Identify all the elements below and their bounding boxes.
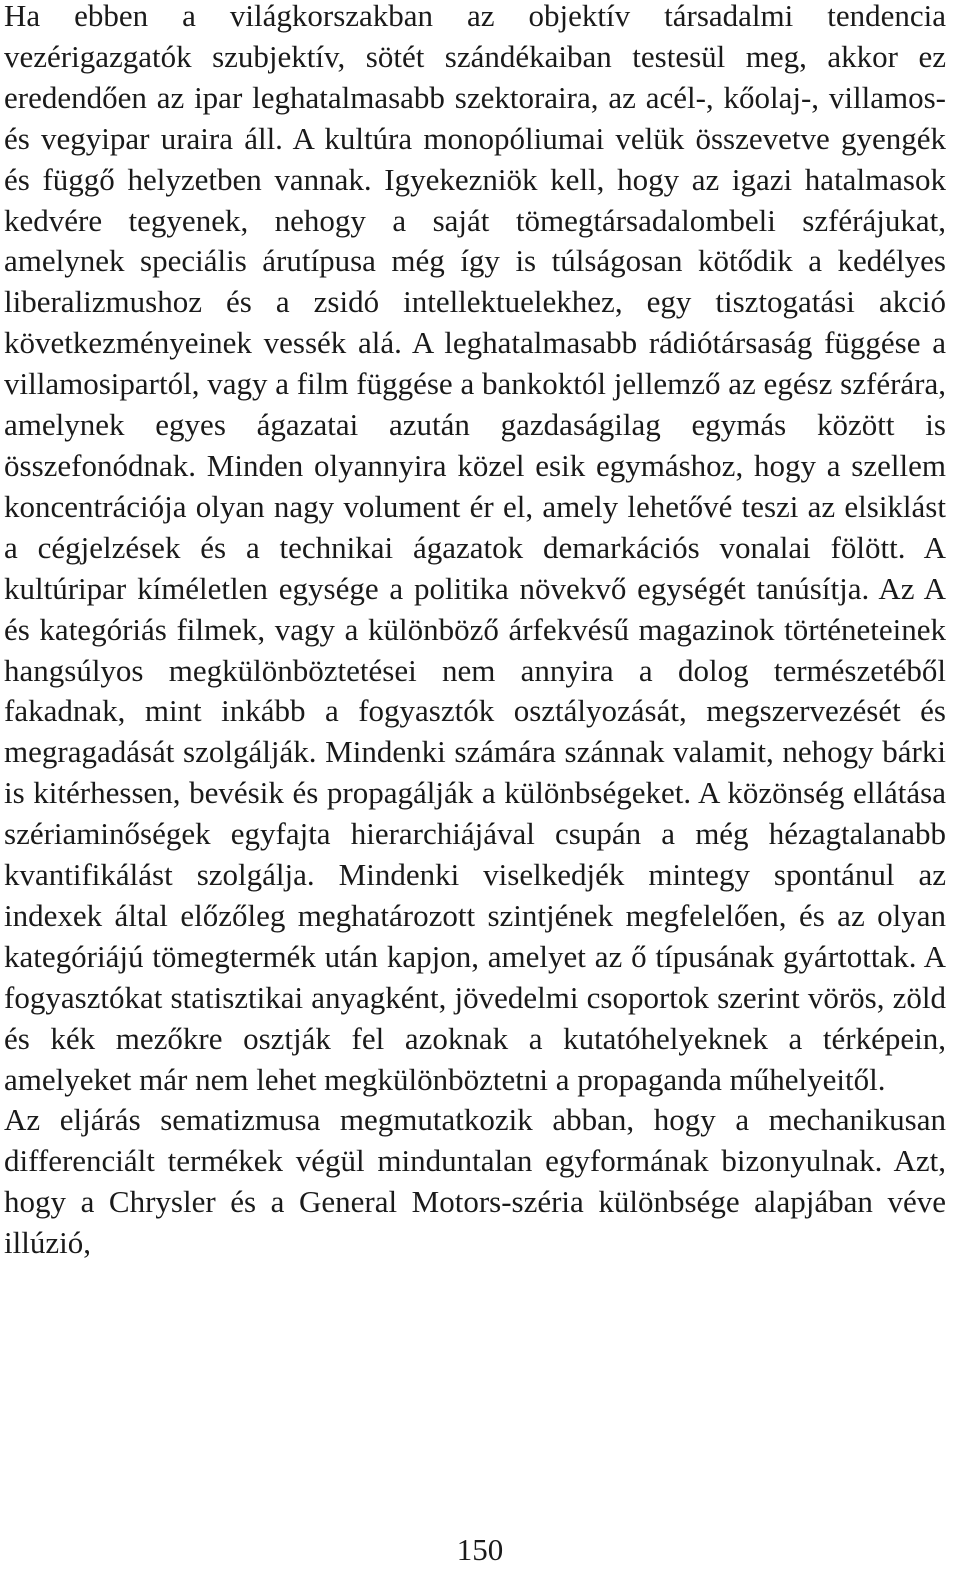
page-number: 150 xyxy=(456,1532,504,1567)
paragraph: Az eljárás sematizmusa megmutatkozik abban, hogy a mechanikusan differenciált termékek végül minduntalan egyformának bizonyulnak. Azt, hogy a Chrysler és a General Motors-széria különbsége alapjában véve illúzió, xyxy=(4,1102,946,1261)
paragraph: Ha ebben a világkorszakban az objektív társadalmi tendencia vezérigazgatók szubjektív, sötét szándékaiban testesül meg, akkor ez eredendően az ipar leghatalmasabb szektoraira, az acél-, kőolaj-, villamos- és vegyipar uraira áll. A kultúra monopóliumai velük összevetve gyengék és függő helyzetben vannak. Igyekezniök kell, hogy az igazi hatalmasok kedvére tegyenek, nehogy a saját tömegtársadalombeli szférájukat, amelynek speciális árutípusa még így is túlságosan kötődik a kedélyes liberalizmushoz és a zsidó intellektuelekhez, egy tisztogatási akció következményeinek vessék alá. A leghatalmasabb rádiótársaság függése a villamosipartól, vagy a film függése a bankoktól jellemző az egész szférára, amelynek egyes ágazatai azután gazdaságilag egymás között is összefonódnak. Minden olyannyira közel esik egymáshoz, hogy a szellem koncentrációja olyan nagy volument ér el, amely lehetővé teszi az elsiklást a cégjelzések és a technikai ágazatok demarkációs vonalai fölött. A kultúripar kíméletlen egysége a politika növekvő egységét tanúsítja. Az A és kategóriás filmek, vagy a különböző árfekvésű magazinok történeteinek hangsúlyos megkülönböztetései nem annyira a dolog természetéből fakadnak, mint inkább a fogyasztók osztályozását, megszervezését és megragadását szolgálják. Mindenki számára szánnak valamit, nehogy bárki is kitérhessen, bevésik és propagálják a különbségeket. A közönség ellátása szériaminőségek egyfajta hierarchiájával csupán a még hézagtalanabb kvantifikálást szolgálja. Mindenki viselkedjék mintegy spontánul az indexek által előzőleg meghatározott szintjének megfelelően, és az olyan kategóriájú tömegtermék után kapjon, amelyet az ő típusának gyártottak. A fogyasztókat statisztikai anyagként, jövedelmi csoportok szerint vörös, zöld és kék mezőkre osztják fel azoknak a kutatóhelyeknek a térképein, amelyeket már nem lehet megkülönböztetni a propaganda műhelyeitől. xyxy=(4,0,946,1097)
page-body xyxy=(4,0,946,1264)
